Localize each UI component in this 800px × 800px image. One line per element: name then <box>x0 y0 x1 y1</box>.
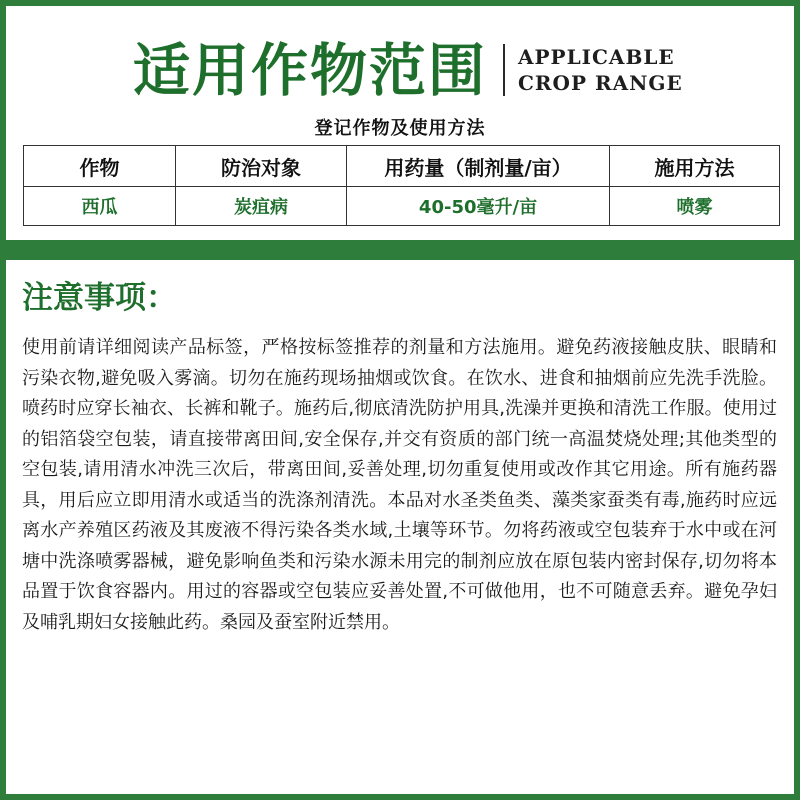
cell-crop: 西瓜 <box>24 187 176 226</box>
header-method: 施用方法 <box>610 146 780 187</box>
table-header-row <box>24 146 780 187</box>
table-caption: 登记作物及使用方法 <box>314 118 486 139</box>
page-title: 适用作物范围 <box>133 37 487 104</box>
header-dosage: 用药量（制剂量/亩） <box>347 146 610 187</box>
cell-method: 喷雾 <box>610 187 780 226</box>
header-target: 防治对象 <box>176 146 347 187</box>
title-en-line2: CROP RANGE <box>518 71 683 95</box>
cell-dosage: 40-50毫升/亩 <box>347 187 610 226</box>
section-divider-bar <box>0 240 800 260</box>
page-title-english <box>518 44 683 96</box>
notice-body: 使用前请详细阅读产品标签，严格按标签推荐的剂量和方法施用。避免药液接触皮肤、眼睛和污染衣物,避免吸入雾滴。切勿在施药现场抽烟或饮食。在饮水、进食和抽烟前应先洗手洗脸。喷药时应穿长袖衣、长裤和靴子。施药后,彻底清洗防护用具,洗澡并更换和清洗工作服。使用过的铝箔袋空包装，请直接带离田间,安全保存,并交有资质的部门统一高温焚烧处理;其他类型的空包装,请用清水冲洗三次后，带离田间,妥善处理,切勿重复使用或改作其它用途。所有施药器具，用后应立即用清水或适当的洗涤剂清洗。本品对水圣类鱼类、藻类家蚕类有毒,施药时应远离水产养殖区药液及其废液不得污染各类水域,土壤等环节。勿将药液或空包装弃于水中或在河塘中洗涤喷雾器械，避免影响鱼类和污染水源未用完的制剂应放在原包装内密封保存,切勿将本品置于饮食容器内。用过的容器或空包装应妥善处置,不可做他用，也不可随意丢弃。避免孕妇及哺乳期妇女接触此药。桑园及蚕室附近禁用。 <box>22 337 777 633</box>
header <box>0 36 800 106</box>
header-crop: 作物 <box>24 146 176 187</box>
table-row <box>24 187 780 226</box>
title-en-line1: APPLICABLE <box>518 45 675 69</box>
title-divider <box>503 44 505 96</box>
notice-title: 注意事项： <box>22 280 177 316</box>
crop-usage-table <box>23 145 780 226</box>
cell-target: 炭疽病 <box>176 187 347 226</box>
